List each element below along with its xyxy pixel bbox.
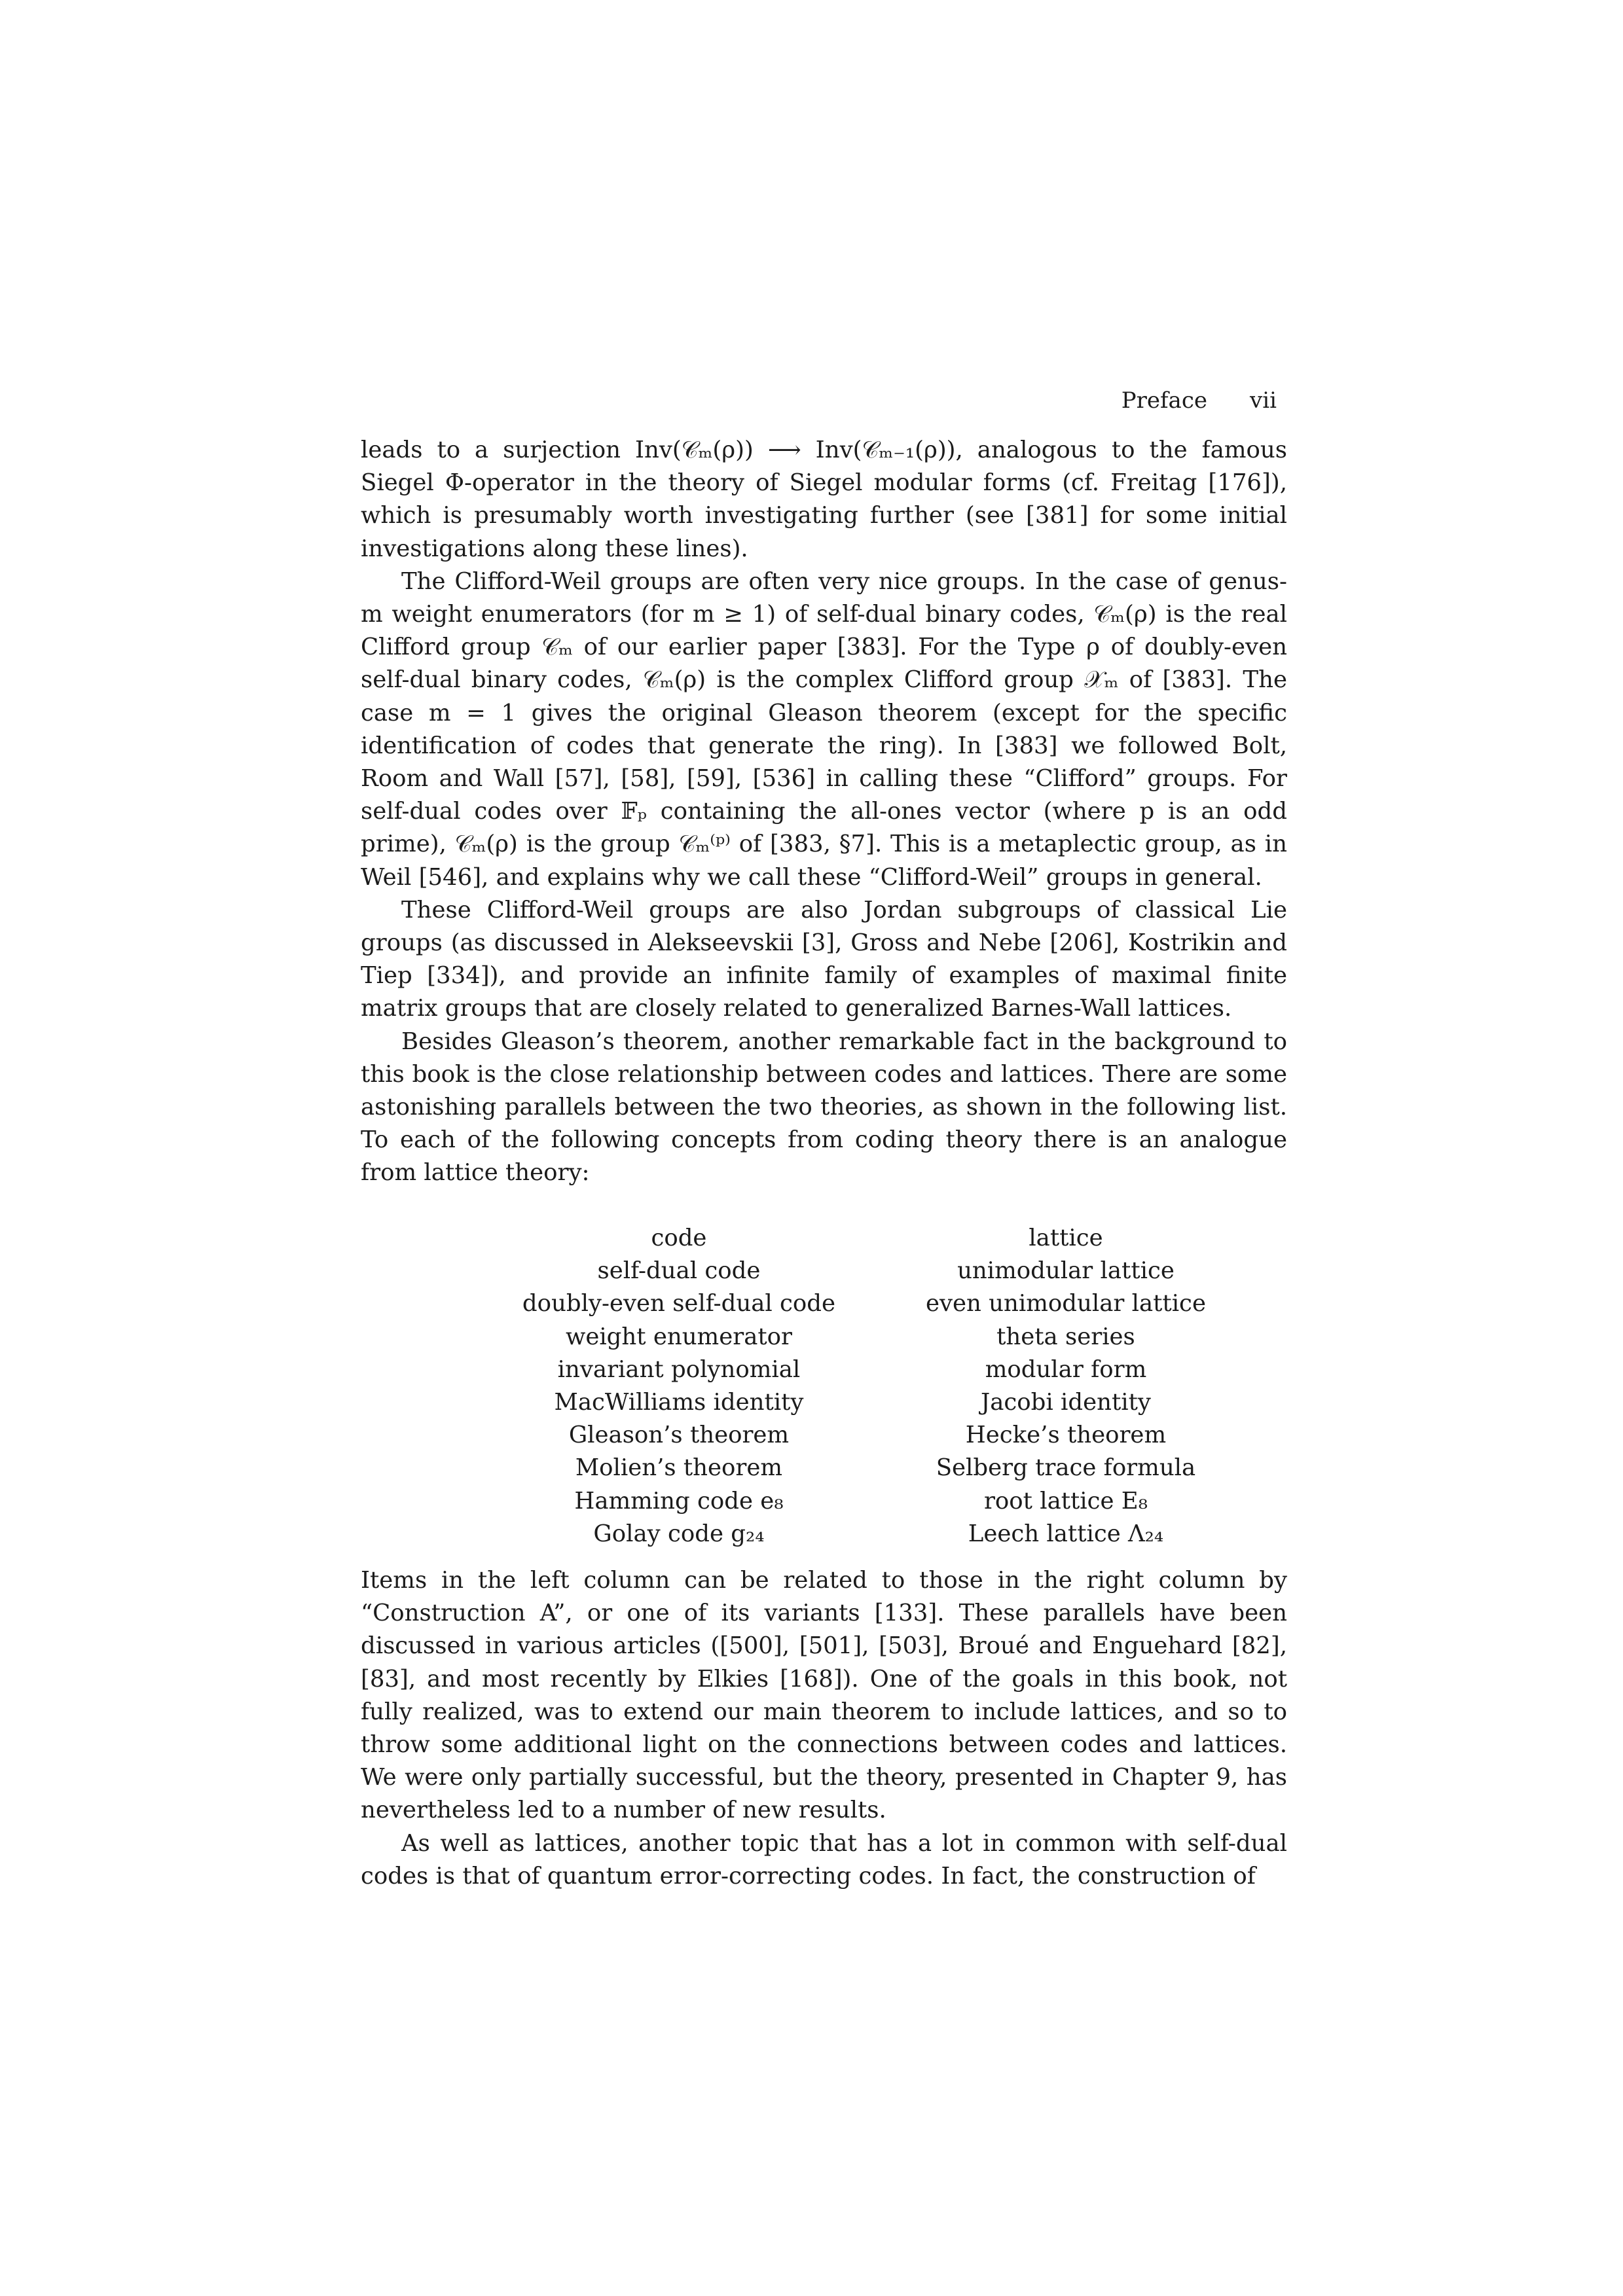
lattice-concept-cell: even unimodular lattice bbox=[925, 1290, 1206, 1318]
body-text-top bbox=[361, 434, 1287, 1190]
lattice-concept-cell: unimodular lattice bbox=[957, 1257, 1175, 1285]
code-concept-cell: invariant polynomial bbox=[557, 1355, 801, 1383]
lattice-concept-cell: Leech lattice Λ₂₄ bbox=[968, 1520, 1164, 1547]
page-number: vii bbox=[1250, 387, 1277, 414]
table-row bbox=[458, 1255, 1231, 1287]
lattice-concept-cell: root lattice E₈ bbox=[983, 1487, 1148, 1515]
code-concept-cell: Gleason’s theorem bbox=[568, 1422, 790, 1449]
paragraph: The Clifford-Weil groups are often very nice groups. In the case of genus-m weight enumerators (for m ≥ 1) of self-dual binary codes, 𝒞ₘ(ρ) is the real Clifford group 𝒞ₘ of our earlier paper [383]. For the Type ρ of doubly-even self-dual binary codes, 𝒞ₘ(ρ) is the complex Clifford group 𝒳ₘ of [383]. The case m = 1 gives the original Gleason theorem (except for the specific identification of codes that generate the ring). In [383] we followed Bolt, Room and Wall [57], [58], [59], [536] in calling these “Clifford” groups. For self-dual codes over 𝔽ₚ containing the all-ones vector (where p is an odd prime), 𝒞ₘ(ρ) is the group 𝒞ₘ⁽ᵖ⁾ of [383, §7]. This is a metaplectic group, as in Weil [546], and explains why we call these “Clifford-Weil” groups in general. bbox=[361, 567, 1287, 891]
page-header bbox=[1008, 387, 1290, 420]
code-concept-cell: MacWilliams identity bbox=[554, 1389, 804, 1416]
table-row bbox=[458, 1354, 1231, 1386]
table-row bbox=[458, 1452, 1231, 1484]
code-concept-cell: self-dual code bbox=[597, 1257, 761, 1285]
table-row bbox=[458, 1222, 1231, 1255]
paragraph: As well as lattices, another topic that has a lot in common with self-dual codes is that of quantum error-correcting codes. In fact, the construction of bbox=[361, 1829, 1287, 1890]
table-row bbox=[458, 1287, 1231, 1320]
code-concept-cell: Golay code g₂₄ bbox=[593, 1520, 765, 1547]
lattice-concept-cell: lattice bbox=[1029, 1225, 1103, 1251]
lattice-concept-cell: modular form bbox=[985, 1355, 1147, 1383]
paragraph: Items in the left column can be related to those in the right column by “Construction A”, or one of its variants [133]. These parallels have been discussed in various articles ([500], [501], [503], Broué and Enguehard [82], [83], and most recently by Elkies [168]). One of the goals in this book, not fully realized, was to extend our main theorem to include lattices, and so to throw some additional light on the connections between codes and lattices. We were only partially successful, but the theory, presented in Chapter 9, has nevertheless led to a number of new results. bbox=[361, 1567, 1287, 1824]
lattice-concept-cell: Jacobi identity bbox=[981, 1389, 1151, 1416]
running-title: Preface bbox=[1121, 387, 1207, 414]
table-row bbox=[458, 1386, 1231, 1419]
table-row bbox=[458, 1321, 1231, 1354]
paragraph: These Clifford-Weil groups are also Jordan subgroups of classical Lie groups (as discussed in Alekseevskii [3], Gross and Nebe [206], Kostrikin and Tiep [334]), and provide an infinite family of examples of maximal finite matrix groups that are closely related to generalized Barnes-Wall lattices. bbox=[361, 896, 1287, 1022]
paragraph: Besides Gleason’s theorem, another remarkable fact in the background to this book is the close relationship between codes and lattices. There are some astonishing parallels between the two theories, as shown in the following list. To each of the following concepts from coding theory there is an analogue from lattice theory: bbox=[361, 1028, 1287, 1187]
table-row bbox=[458, 1518, 1231, 1551]
table-row bbox=[458, 1419, 1231, 1452]
code-concept-cell: Hamming code e₈ bbox=[574, 1487, 784, 1515]
code-concept-cell: doubly-even self-dual code bbox=[522, 1290, 836, 1318]
code-concept-cell: weight enumerator bbox=[565, 1323, 792, 1350]
lattice-concept-cell: theta series bbox=[996, 1323, 1135, 1350]
body-text-bottom bbox=[361, 1564, 1287, 1893]
lattice-concept-cell: Selberg trace formula bbox=[936, 1454, 1196, 1482]
lattice-concept-cell: Hecke’s theorem bbox=[965, 1422, 1167, 1449]
code-concept-cell: code bbox=[651, 1225, 707, 1251]
code-concept-cell: Molien’s theorem bbox=[575, 1454, 783, 1482]
paragraph: leads to a surjection Inv(𝒞ₘ(ρ)) ⟶ Inv(𝒞ₘ₋₁(ρ)), analogous to the famous Siegel Φ-operator in the theory of Siegel modular forms (cf. Freitag [176]), which is presumably worth investigating further (see [381] for some initial investigations along these lines). bbox=[361, 437, 1287, 562]
table-row bbox=[458, 1485, 1231, 1518]
code-lattice-parallels-table bbox=[458, 1222, 1231, 1551]
